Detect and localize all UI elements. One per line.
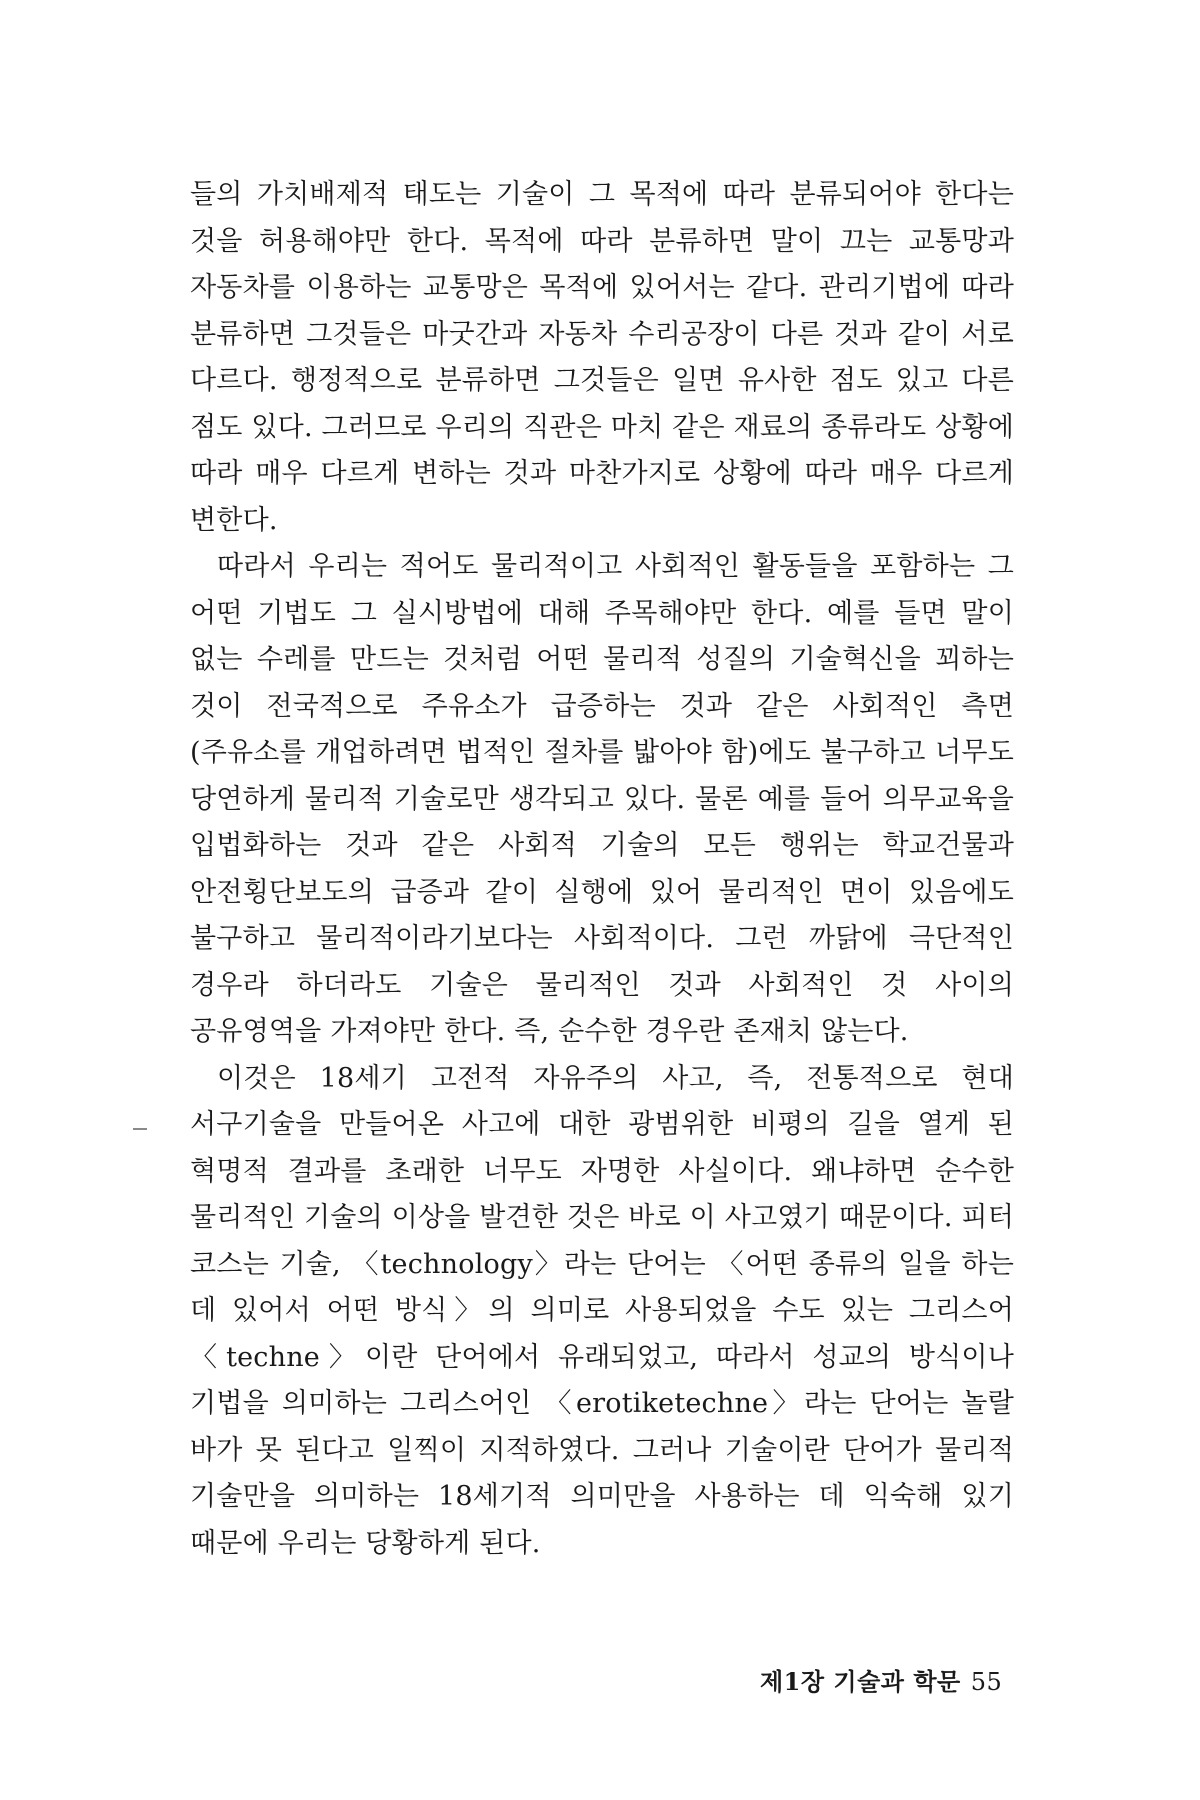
paragraph: 따라서 우리는 적어도 물리적이고 사회적인 활동들을 포함하는 그 어떤 기법도 그 실시방법에 대해 주목해야만 한다. 예를 들면 말이 없는 수레를 만드는 것처럼 어떤 물리적 성질의 기술혁신을 꾀하는 것이 전국적으로 주유소가 급증하는 것과 같은 사회적인 측면(주유소를 개업하려면 법적인 절차를 밟아야 함)에도 불구하고 너무도 당연하게 물리적 기술로만 생각되고 있다. 물론 예를 들어 의무교육을 입법화하는 것과 같은 사회적 기술의 모든 행위는 학교건물과 안전횡단보도의 급증과 같이 실행에 있어 물리적인 면이 있음에도 불구하고 물리적이라기보다는 사회적이다. 그런 까닭에 극단적인 경우라 하더라도 기술은 물리적인 것과 사회적인 것 사이의 공유영역을 가져야만 한다. 즉, 순수한 경우란 존재치 않는다. [190,551,1014,1047]
paragraph: 이것은 18세기 고전적 자유주의 사고, 즉, 전통적으로 현대 서구기술을 만들어온 사고에 대한 광범위한 비평의 길을 열게 된 혁명적 결과를 초래한 너무도 자명한 사실이다. 왜냐하면 순수한 물리적인 기술의 이상을 발견한 것은 바로 이 사고였기 때문이다. 피터 코스는 기술, 〈technology〉라는 단어는 〈어떤 종류의 일을 하는 데 있어서 어떤 방식〉의 의미로 사용되었을 수도 있는 그리스어 〈techne〉이란 단어에서 유래되었고, 따라서 성교의 방식이나 기법을 의미하는 그리스어인 〈erotiketechne〉라는 단어는 놀랄 바가 못 된다고 일찍이 지적하였다. 그러나 기술이란 단어가 물리적 기술만을 의미하는 18세기적 의미만을 사용하는 데 익숙해 있기 때문에 우리는 당황하게 된다. [190,1062,1014,1559]
page-number: 55 [970,1668,1003,1696]
page-footer [760,1662,1003,1697]
running-head: 제1장 기술과 학문 [760,1667,961,1696]
body-text [190,172,1014,1567]
paragraph-continued: 들의 가치배제적 태도는 기술이 그 목적에 따라 분류되어야 한다는 것을 허용해야만 한다. 목적에 따라 분류하면 말이 끄는 교통망과 자동차를 이용하는 교통망은 목적에 있어서는 같다. 관리기법에 따라 분류하면 그것들은 마굿간과 자동차 수리공장이 다른 것과 같이 서로 다르다. 행정적으로 분류하면 그것들은 일면 유사한 점도 있고 다른 점도 있다. 그러므로 우리의 직관은 마치 같은 재료의 종류라도 상황에 따라 매우 다르게 변하는 것과 마찬가지로 상황에 따라 매우 다르게 변한다. [190,179,1014,536]
margin-mark [133,1128,147,1130]
